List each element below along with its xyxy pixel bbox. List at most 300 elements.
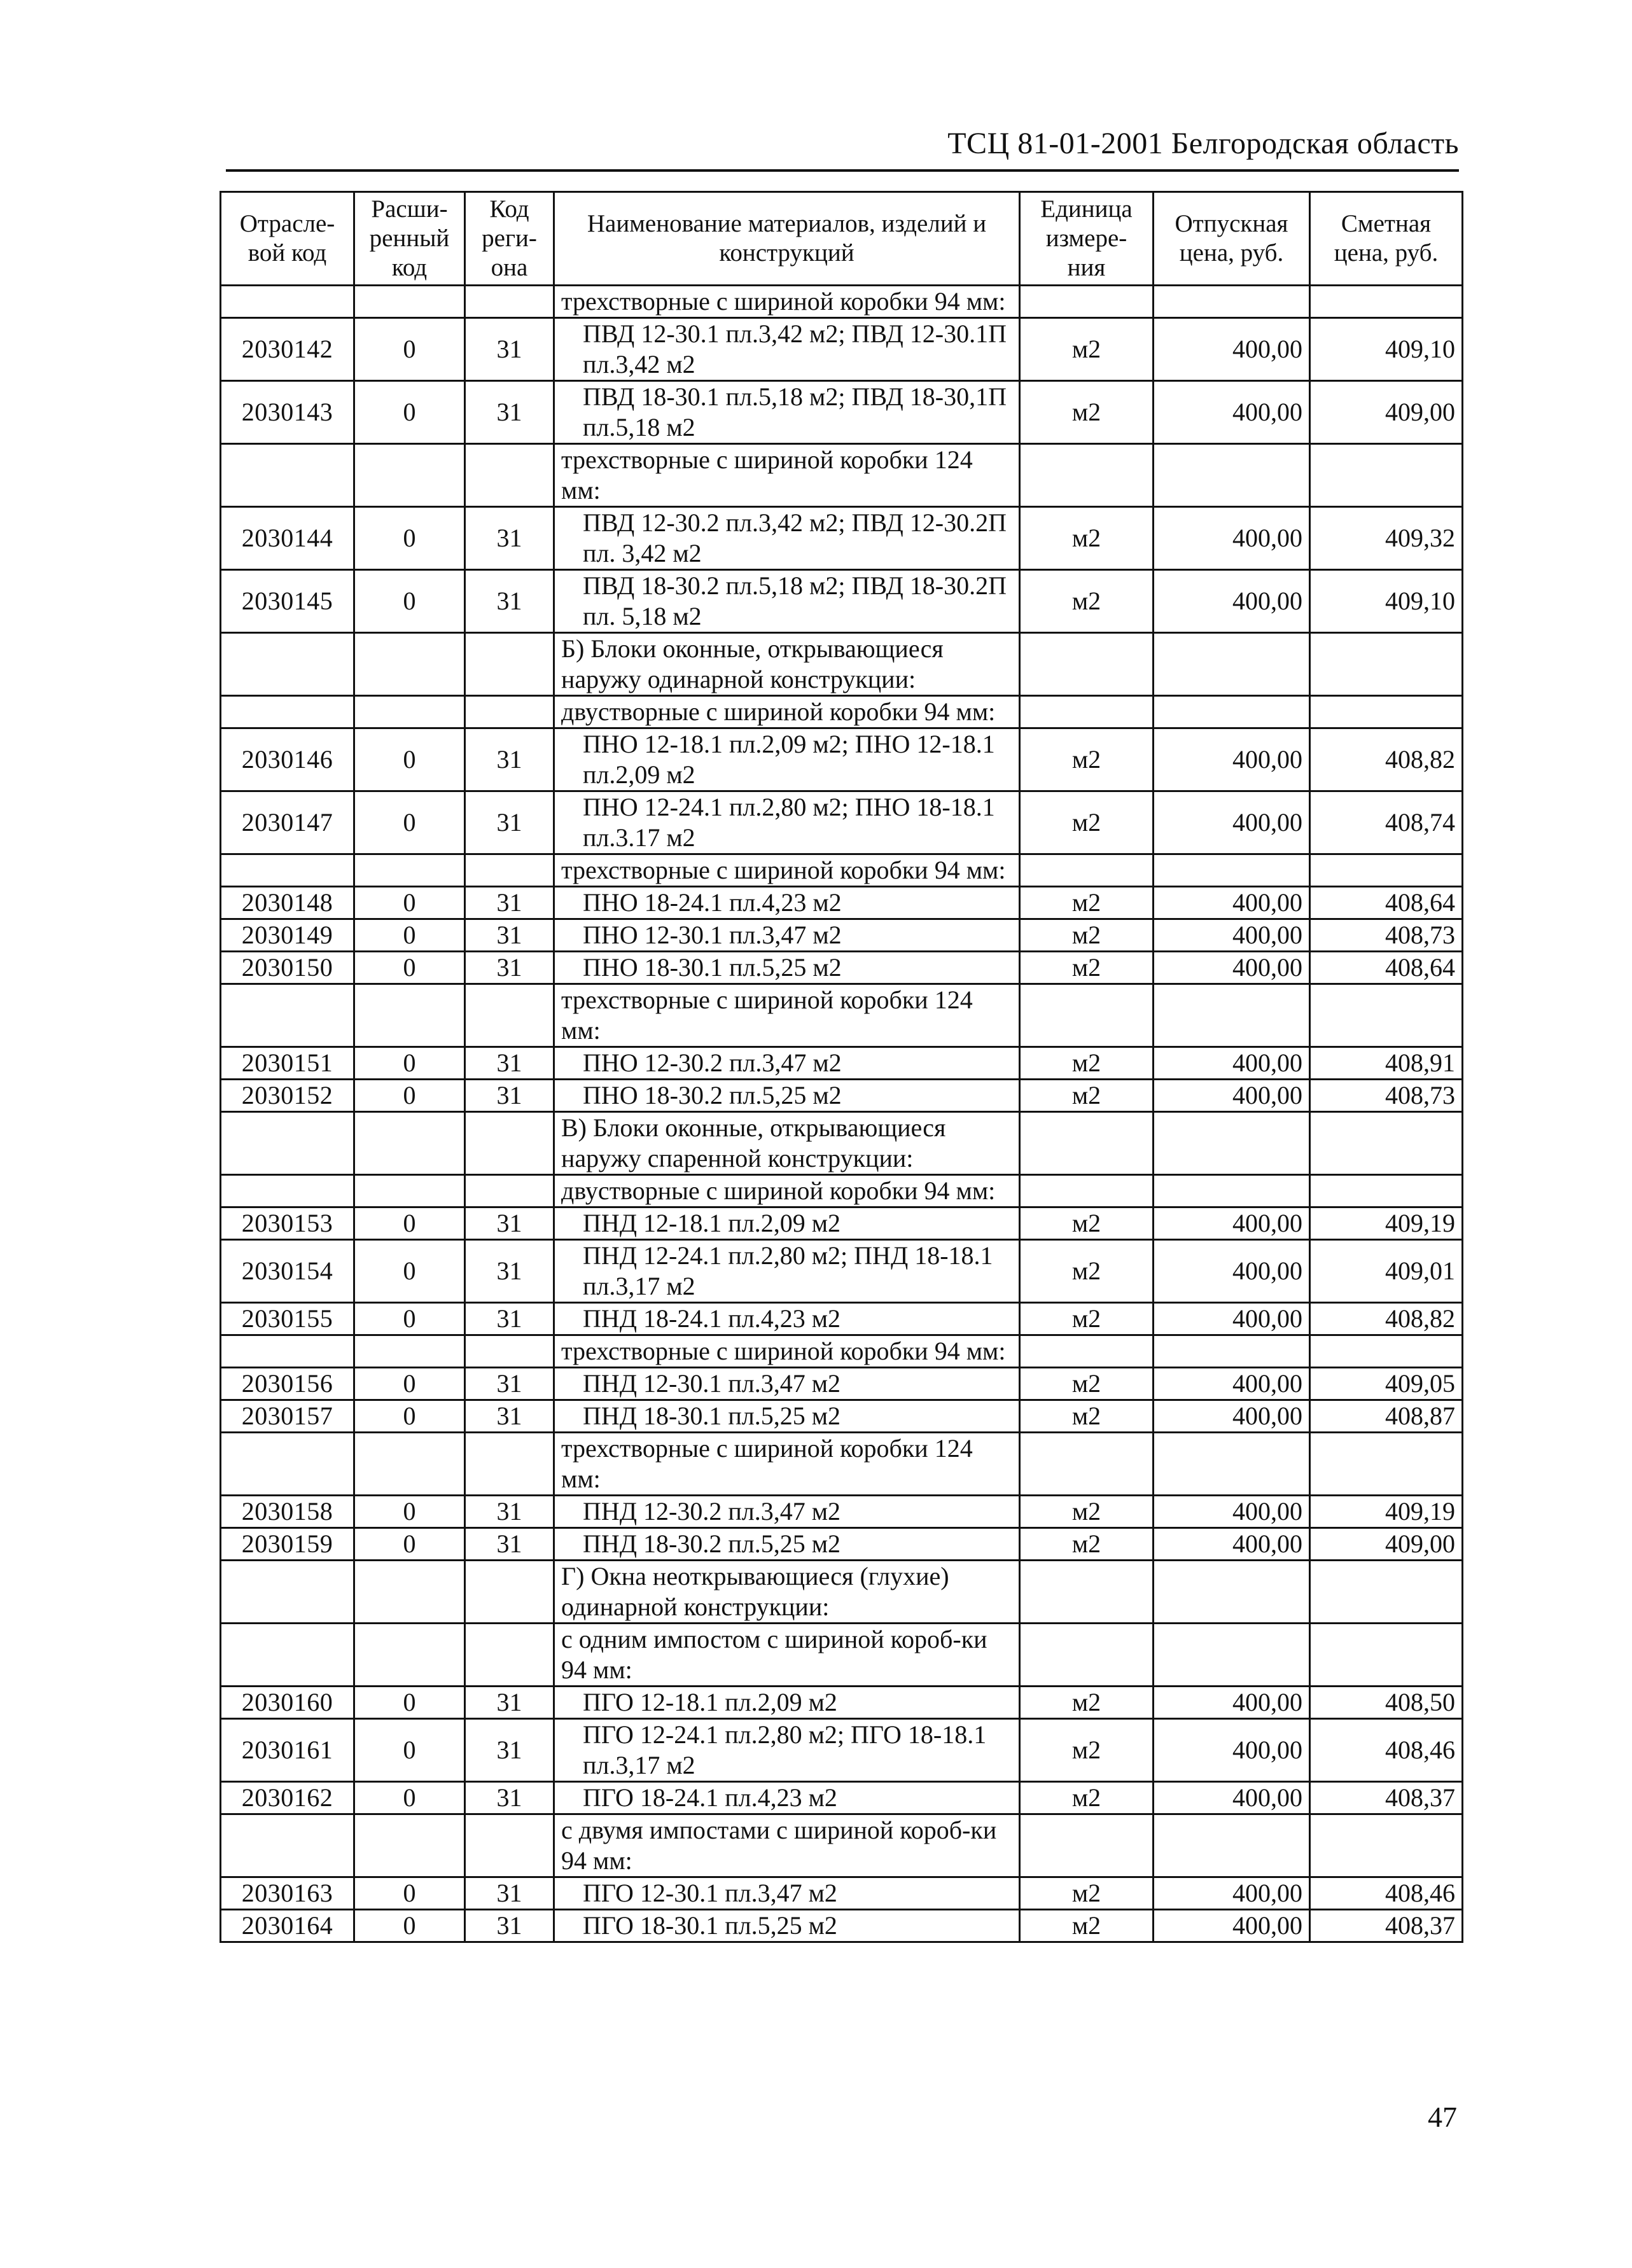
table-section-row	[221, 854, 1463, 887]
cell-region-code	[465, 1814, 554, 1877]
cell-material-name: трехстворные с шириной коробки 94 мм:	[554, 854, 1020, 887]
cell-estimate-price	[1310, 854, 1463, 887]
cell-release-price	[1154, 1624, 1310, 1687]
table-row	[221, 1303, 1463, 1335]
cell-unit	[1020, 1175, 1154, 1207]
table-section-row	[221, 1112, 1463, 1175]
cell-estimate-price: 409,01	[1310, 1240, 1463, 1303]
cell-material-name: ПНО 12-30.2 пл.3,47 м2	[554, 1047, 1020, 1080]
cell-branch-code: 2030158	[221, 1496, 354, 1528]
cell-branch-code: 2030162	[221, 1782, 354, 1814]
column-header-estimate-price: Сметная цена, руб.	[1310, 192, 1463, 286]
cell-release-price: 400,00	[1154, 1687, 1310, 1719]
cell-unit: м2	[1020, 318, 1154, 381]
cell-region-code: 31	[465, 1047, 554, 1080]
cell-extended-code: 0	[354, 1877, 465, 1910]
table-section-row	[221, 984, 1463, 1047]
cell-extended-code	[354, 1175, 465, 1207]
cell-release-price: 400,00	[1154, 1782, 1310, 1814]
cell-release-price: 400,00	[1154, 1047, 1310, 1080]
cell-region-code	[465, 444, 554, 507]
cell-estimate-price: 408,91	[1310, 1047, 1463, 1080]
cell-material-name: ПВД 18-30.2 пл.5,18 м2; ПВД 18-30.2П пл. 5,18 м2	[554, 570, 1020, 633]
cell-branch-code	[221, 854, 354, 887]
cell-unit: м2	[1020, 952, 1154, 984]
cell-extended-code: 0	[354, 570, 465, 633]
cell-extended-code	[354, 1433, 465, 1496]
cell-unit: м2	[1020, 728, 1154, 791]
cell-region-code	[465, 984, 554, 1047]
table-row	[221, 1910, 1463, 1942]
cell-extended-code: 0	[354, 1240, 465, 1303]
cell-extended-code: 0	[354, 1687, 465, 1719]
cell-estimate-price: 408,87	[1310, 1400, 1463, 1433]
cell-material-name: ПНО 18-24.1 пл.4,23 м2	[554, 887, 1020, 919]
cell-material-name: ПНД 18-30.2 пл.5,25 м2	[554, 1528, 1020, 1561]
cell-unit	[1020, 1624, 1154, 1687]
cell-release-price: 400,00	[1154, 1240, 1310, 1303]
cell-branch-code	[221, 1112, 354, 1175]
cell-region-code: 31	[465, 1368, 554, 1400]
table-row	[221, 791, 1463, 854]
cell-release-price	[1154, 1433, 1310, 1496]
table-row	[221, 1207, 1463, 1240]
column-header-release-price: Отпускная цена, руб.	[1154, 192, 1310, 286]
cell-material-name: ПНД 12-30.2 пл.3,47 м2	[554, 1496, 1020, 1528]
cell-region-code	[465, 1624, 554, 1687]
cell-estimate-price	[1310, 696, 1463, 728]
cell-branch-code: 2030144	[221, 507, 354, 570]
page-number: 47	[1428, 2101, 1457, 2133]
cell-extended-code	[354, 696, 465, 728]
cell-region-code	[465, 1561, 554, 1624]
cell-estimate-price: 408,37	[1310, 1782, 1463, 1814]
cell-region-code: 31	[465, 919, 554, 952]
cell-branch-code: 2030152	[221, 1080, 354, 1112]
cell-region-code: 31	[465, 1719, 554, 1782]
cell-extended-code: 0	[354, 1400, 465, 1433]
cell-release-price: 400,00	[1154, 1400, 1310, 1433]
cell-material-name: Б) Блоки оконные, открывающиеся наружу одинарной конструкции:	[554, 633, 1020, 696]
cell-estimate-price: 408,82	[1310, 1303, 1463, 1335]
cell-extended-code: 0	[354, 1368, 465, 1400]
cell-extended-code: 0	[354, 1080, 465, 1112]
cell-release-price	[1154, 1112, 1310, 1175]
cell-estimate-price: 408,73	[1310, 919, 1463, 952]
cell-branch-code: 2030143	[221, 381, 354, 444]
cell-extended-code	[354, 854, 465, 887]
cell-region-code	[465, 1433, 554, 1496]
cell-estimate-price: 408,50	[1310, 1687, 1463, 1719]
cell-release-price: 400,00	[1154, 919, 1310, 952]
table-row	[221, 1080, 1463, 1112]
cell-unit: м2	[1020, 1496, 1154, 1528]
cell-release-price: 400,00	[1154, 1368, 1310, 1400]
cell-estimate-price	[1310, 1112, 1463, 1175]
cell-unit	[1020, 1112, 1154, 1175]
cell-material-name: трехстворные с шириной коробки 94 мм:	[554, 286, 1020, 318]
cell-release-price	[1154, 984, 1310, 1047]
cell-release-price: 400,00	[1154, 728, 1310, 791]
table-row	[221, 1496, 1463, 1528]
cell-region-code: 31	[465, 1528, 554, 1561]
cell-unit: м2	[1020, 1240, 1154, 1303]
cell-unit: м2	[1020, 887, 1154, 919]
cell-region-code: 31	[465, 1303, 554, 1335]
table-row	[221, 1877, 1463, 1910]
cell-region-code	[465, 1112, 554, 1175]
cell-release-price	[1154, 696, 1310, 728]
cell-material-name: ПНО 12-18.1 пл.2,09 м2; ПНО 12-18.1 пл.2,09 м2	[554, 728, 1020, 791]
cell-branch-code: 2030153	[221, 1207, 354, 1240]
cell-branch-code: 2030149	[221, 919, 354, 952]
document-header-title: ТСЦ 81-01-2001 Белгородская область	[947, 127, 1459, 160]
cell-extended-code	[354, 1335, 465, 1368]
cell-estimate-price: 409,32	[1310, 507, 1463, 570]
table-row	[221, 1719, 1463, 1782]
cell-region-code: 31	[465, 1207, 554, 1240]
cell-extended-code: 0	[354, 1207, 465, 1240]
cell-branch-code	[221, 1433, 354, 1496]
cell-region-code: 31	[465, 1910, 554, 1942]
cell-material-name: трехстворные с шириной коробки 124 мм:	[554, 1433, 1020, 1496]
cell-estimate-price: 408,64	[1310, 887, 1463, 919]
cell-extended-code	[354, 984, 465, 1047]
cell-release-price	[1154, 1561, 1310, 1624]
cell-unit: м2	[1020, 570, 1154, 633]
cell-unit	[1020, 696, 1154, 728]
cell-extended-code: 0	[354, 381, 465, 444]
cell-branch-code	[221, 1175, 354, 1207]
cell-branch-code: 2030156	[221, 1368, 354, 1400]
table-row	[221, 318, 1463, 381]
cell-region-code: 31	[465, 1877, 554, 1910]
cell-material-name: с одним импостом с шириной короб-ки 94 мм:	[554, 1624, 1020, 1687]
table-section-row	[221, 1624, 1463, 1687]
table-row	[221, 570, 1463, 633]
cell-estimate-price: 409,10	[1310, 318, 1463, 381]
cell-unit: м2	[1020, 507, 1154, 570]
cell-unit	[1020, 1433, 1154, 1496]
cell-estimate-price	[1310, 984, 1463, 1047]
cell-material-name: ПВД 12-30.1 пл.3,42 м2; ПВД 12-30.1П пл.3,42 м2	[554, 318, 1020, 381]
cell-branch-code: 2030142	[221, 318, 354, 381]
table-row	[221, 952, 1463, 984]
table-row	[221, 919, 1463, 952]
cell-branch-code: 2030161	[221, 1719, 354, 1782]
cell-branch-code	[221, 984, 354, 1047]
cell-branch-code	[221, 633, 354, 696]
cell-region-code: 31	[465, 570, 554, 633]
cell-release-price: 400,00	[1154, 1877, 1310, 1910]
cell-extended-code: 0	[354, 1719, 465, 1782]
cell-unit: м2	[1020, 791, 1154, 854]
cell-unit: м2	[1020, 1528, 1154, 1561]
cell-branch-code	[221, 286, 354, 318]
cell-unit: м2	[1020, 381, 1154, 444]
cell-material-name: Г) Окна неоткрывающиеся (глухие) одинарной конструкции:	[554, 1561, 1020, 1624]
header-rule	[226, 169, 1459, 172]
cell-release-price: 400,00	[1154, 1303, 1310, 1335]
cell-release-price	[1154, 1175, 1310, 1207]
cell-estimate-price: 408,37	[1310, 1910, 1463, 1942]
cell-material-name: ПНО 12-30.1 пл.3,47 м2	[554, 919, 1020, 952]
cell-extended-code: 0	[354, 507, 465, 570]
cell-material-name: ПВД 12-30.2 пл.3,42 м2; ПВД 12-30.2П пл. 3,42 м2	[554, 507, 1020, 570]
cell-material-name: с двумя импостами с шириной короб-ки 94 мм:	[554, 1814, 1020, 1877]
cell-unit	[1020, 1814, 1154, 1877]
cell-extended-code	[354, 633, 465, 696]
cell-branch-code	[221, 1335, 354, 1368]
cell-unit: м2	[1020, 919, 1154, 952]
cell-material-name: ПНД 18-24.1 пл.4,23 м2	[554, 1303, 1020, 1335]
cell-material-name: трехстворные с шириной коробки 94 мм:	[554, 1335, 1020, 1368]
cell-unit: м2	[1020, 1080, 1154, 1112]
cell-extended-code	[354, 1561, 465, 1624]
cell-material-name: ПНО 18-30.1 пл.5,25 м2	[554, 952, 1020, 984]
table-row	[221, 1528, 1463, 1561]
cell-region-code: 31	[465, 1687, 554, 1719]
column-header-branch-code: Отрасле- вой код	[221, 192, 354, 286]
cell-unit	[1020, 444, 1154, 507]
cell-region-code: 31	[465, 952, 554, 984]
cell-material-name: ПНД 18-30.1 пл.5,25 м2	[554, 1400, 1020, 1433]
cell-material-name: ПНО 12-24.1 пл.2,80 м2; ПНО 18-18.1 пл.3.17 м2	[554, 791, 1020, 854]
cell-region-code: 31	[465, 381, 554, 444]
table-header-row	[221, 192, 1463, 286]
cell-estimate-price: 408,46	[1310, 1719, 1463, 1782]
cell-release-price	[1154, 1335, 1310, 1368]
cell-estimate-price: 408,73	[1310, 1080, 1463, 1112]
cell-estimate-price: 408,74	[1310, 791, 1463, 854]
cell-release-price: 400,00	[1154, 1496, 1310, 1528]
table-row	[221, 887, 1463, 919]
cell-unit: м2	[1020, 1400, 1154, 1433]
table-body	[221, 286, 1463, 1942]
cell-branch-code: 2030148	[221, 887, 354, 919]
cell-extended-code: 0	[354, 318, 465, 381]
cell-estimate-price: 408,64	[1310, 952, 1463, 984]
cell-unit	[1020, 854, 1154, 887]
cell-region-code: 31	[465, 728, 554, 791]
table-row	[221, 1240, 1463, 1303]
cell-material-name: ПГО 18-24.1 пл.4,23 м2	[554, 1782, 1020, 1814]
column-header-material-name: Наименование материалов, изделий и конструкций	[554, 192, 1020, 286]
cell-unit	[1020, 1561, 1154, 1624]
cell-release-price	[1154, 1814, 1310, 1877]
cell-release-price: 400,00	[1154, 1910, 1310, 1942]
cell-estimate-price: 408,82	[1310, 728, 1463, 791]
cell-region-code: 31	[465, 1240, 554, 1303]
cell-material-name: ПГО 12-30.1 пл.3,47 м2	[554, 1877, 1020, 1910]
price-table	[220, 191, 1463, 1943]
cell-estimate-price	[1310, 1433, 1463, 1496]
cell-extended-code	[354, 1814, 465, 1877]
cell-release-price	[1154, 633, 1310, 696]
table-row	[221, 728, 1463, 791]
table-section-row	[221, 1175, 1463, 1207]
cell-branch-code: 2030159	[221, 1528, 354, 1561]
cell-branch-code: 2030147	[221, 791, 354, 854]
cell-extended-code: 0	[354, 952, 465, 984]
cell-extended-code	[354, 444, 465, 507]
cell-region-code: 31	[465, 887, 554, 919]
cell-branch-code	[221, 696, 354, 728]
cell-extended-code	[354, 286, 465, 318]
cell-release-price: 400,00	[1154, 1080, 1310, 1112]
cell-estimate-price: 409,19	[1310, 1496, 1463, 1528]
table-header	[221, 192, 1463, 286]
column-header-extended-code: Расши- ренный код	[354, 192, 465, 286]
cell-extended-code: 0	[354, 1496, 465, 1528]
cell-unit: м2	[1020, 1047, 1154, 1080]
cell-estimate-price	[1310, 1814, 1463, 1877]
cell-release-price: 400,00	[1154, 887, 1310, 919]
cell-release-price: 400,00	[1154, 1207, 1310, 1240]
cell-unit	[1020, 984, 1154, 1047]
cell-release-price: 400,00	[1154, 1719, 1310, 1782]
cell-material-name: ПГО 12-24.1 пл.2,80 м2; ПГО 18-18.1 пл.3,17 м2	[554, 1719, 1020, 1782]
cell-extended-code: 0	[354, 1528, 465, 1561]
cell-region-code: 31	[465, 1782, 554, 1814]
cell-branch-code	[221, 1561, 354, 1624]
table-section-row	[221, 1814, 1463, 1877]
cell-material-name: ПНД 12-30.1 пл.3,47 м2	[554, 1368, 1020, 1400]
cell-branch-code: 2030151	[221, 1047, 354, 1080]
cell-estimate-price: 409,10	[1310, 570, 1463, 633]
cell-material-name: трехстворные с шириной коробки 124 мм:	[554, 444, 1020, 507]
cell-estimate-price	[1310, 633, 1463, 696]
cell-extended-code: 0	[354, 791, 465, 854]
cell-region-code: 31	[465, 318, 554, 381]
cell-estimate-price	[1310, 1561, 1463, 1624]
cell-release-price	[1154, 854, 1310, 887]
cell-release-price: 400,00	[1154, 952, 1310, 984]
cell-unit	[1020, 633, 1154, 696]
cell-material-name: В) Блоки оконные, открывающиеся наружу спаренной конструкции:	[554, 1112, 1020, 1175]
cell-unit: м2	[1020, 1368, 1154, 1400]
cell-branch-code: 2030164	[221, 1910, 354, 1942]
cell-branch-code: 2030155	[221, 1303, 354, 1335]
cell-extended-code: 0	[354, 1782, 465, 1814]
cell-estimate-price	[1310, 1175, 1463, 1207]
cell-branch-code: 2030150	[221, 952, 354, 984]
cell-branch-code: 2030163	[221, 1877, 354, 1910]
cell-branch-code: 2030145	[221, 570, 354, 633]
table-row	[221, 1782, 1463, 1814]
table-row	[221, 1400, 1463, 1433]
column-header-region-code: Код реги- она	[465, 192, 554, 286]
cell-region-code	[465, 286, 554, 318]
cell-unit: м2	[1020, 1782, 1154, 1814]
table-section-row	[221, 444, 1463, 507]
cell-unit: м2	[1020, 1207, 1154, 1240]
cell-material-name: ПГО 12-18.1 пл.2,09 м2	[554, 1687, 1020, 1719]
table-section-row	[221, 1561, 1463, 1624]
cell-material-name: двустворные с шириной коробки 94 мм:	[554, 696, 1020, 728]
cell-material-name: ПНД 12-24.1 пл.2,80 м2; ПНД 18-18.1 пл.3,17 м2	[554, 1240, 1020, 1303]
cell-estimate-price: 409,00	[1310, 381, 1463, 444]
cell-release-price: 400,00	[1154, 507, 1310, 570]
cell-region-code: 31	[465, 1080, 554, 1112]
cell-release-price: 400,00	[1154, 570, 1310, 633]
cell-estimate-price: 408,46	[1310, 1877, 1463, 1910]
cell-extended-code	[354, 1624, 465, 1687]
table-row	[221, 1368, 1463, 1400]
cell-region-code: 31	[465, 791, 554, 854]
table-section-row	[221, 633, 1463, 696]
cell-unit: м2	[1020, 1687, 1154, 1719]
cell-region-code	[465, 633, 554, 696]
cell-estimate-price: 409,00	[1310, 1528, 1463, 1561]
cell-material-name: трехстворные с шириной коробки 124 мм:	[554, 984, 1020, 1047]
table-section-row	[221, 286, 1463, 318]
cell-region-code	[465, 1335, 554, 1368]
table-row	[221, 1687, 1463, 1719]
cell-unit: м2	[1020, 1877, 1154, 1910]
cell-branch-code	[221, 444, 354, 507]
cell-extended-code: 0	[354, 919, 465, 952]
cell-release-price: 400,00	[1154, 1528, 1310, 1561]
cell-extended-code: 0	[354, 1303, 465, 1335]
cell-estimate-price	[1310, 444, 1463, 507]
cell-branch-code: 2030146	[221, 728, 354, 791]
table-section-row	[221, 1335, 1463, 1368]
cell-unit: м2	[1020, 1303, 1154, 1335]
cell-release-price: 400,00	[1154, 791, 1310, 854]
cell-extended-code: 0	[354, 887, 465, 919]
cell-region-code: 31	[465, 1400, 554, 1433]
cell-release-price: 400,00	[1154, 381, 1310, 444]
cell-branch-code	[221, 1624, 354, 1687]
cell-extended-code: 0	[354, 728, 465, 791]
cell-region-code	[465, 1175, 554, 1207]
cell-material-name: двустворные с шириной коробки 94 мм:	[554, 1175, 1020, 1207]
cell-branch-code	[221, 1814, 354, 1877]
column-header-unit: Единица измере- ния	[1020, 192, 1154, 286]
cell-branch-code: 2030157	[221, 1400, 354, 1433]
cell-estimate-price	[1310, 286, 1463, 318]
cell-unit	[1020, 286, 1154, 318]
cell-material-name: ПВД 18-30.1 пл.5,18 м2; ПВД 18-30,1П пл.5,18 м2	[554, 381, 1020, 444]
cell-release-price	[1154, 286, 1310, 318]
cell-unit: м2	[1020, 1910, 1154, 1942]
cell-extended-code: 0	[354, 1910, 465, 1942]
cell-estimate-price	[1310, 1624, 1463, 1687]
cell-material-name: ПНД 12-18.1 пл.2,09 м2	[554, 1207, 1020, 1240]
cell-extended-code: 0	[354, 1047, 465, 1080]
cell-release-price: 400,00	[1154, 318, 1310, 381]
cell-material-name: ПГО 18-30.1 пл.5,25 м2	[554, 1910, 1020, 1942]
cell-extended-code	[354, 1112, 465, 1175]
cell-estimate-price: 409,19	[1310, 1207, 1463, 1240]
cell-unit	[1020, 1335, 1154, 1368]
table-section-row	[221, 1433, 1463, 1496]
cell-release-price	[1154, 444, 1310, 507]
cell-region-code	[465, 854, 554, 887]
table-row	[221, 1047, 1463, 1080]
table-section-row	[221, 696, 1463, 728]
cell-estimate-price: 409,05	[1310, 1368, 1463, 1400]
cell-estimate-price	[1310, 1335, 1463, 1368]
cell-branch-code: 2030154	[221, 1240, 354, 1303]
cell-material-name: ПНО 18-30.2 пл.5,25 м2	[554, 1080, 1020, 1112]
cell-region-code: 31	[465, 507, 554, 570]
table-row	[221, 381, 1463, 444]
cell-region-code: 31	[465, 1496, 554, 1528]
cell-branch-code: 2030160	[221, 1687, 354, 1719]
table-row	[221, 507, 1463, 570]
